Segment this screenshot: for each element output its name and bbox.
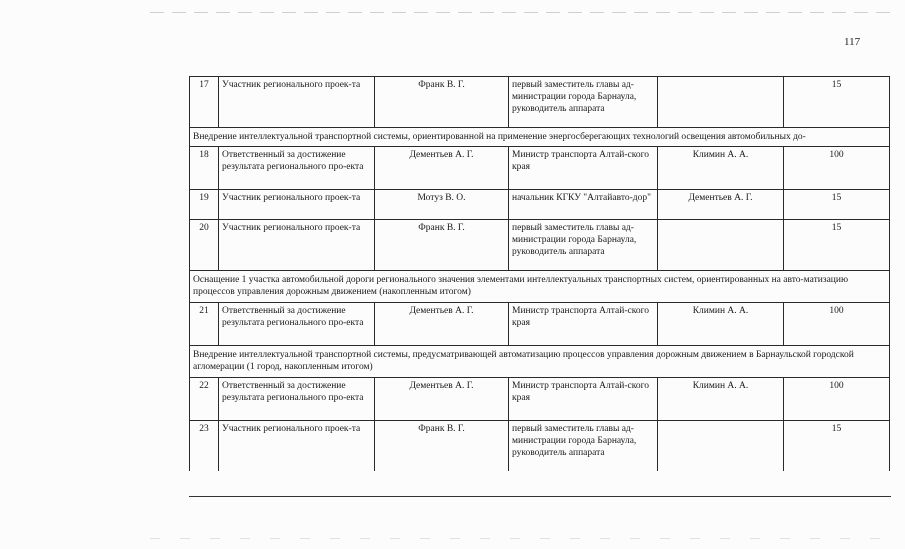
person-cell: Мотуз В. О. [375, 190, 509, 220]
table-row [190, 421, 890, 472]
row-number: 17 [190, 77, 219, 128]
position-cell: начальник КГКУ "Алтайавто-дор" [509, 190, 658, 220]
value-cell: 100 [784, 147, 890, 190]
table-row [190, 378, 890, 421]
bottom-rule [189, 496, 891, 497]
table-row [190, 303, 890, 346]
value-cell: 15 [784, 421, 890, 472]
section-row [190, 271, 890, 303]
position-cell: первый заместитель главы ад-министрации города Барнаула, руководитель аппарата [509, 421, 658, 472]
page-number: 117 [844, 36, 861, 48]
role-cell: Ответственный за достижение результата регионального про-екта [219, 378, 375, 421]
table-row [190, 147, 890, 190]
role-cell: Ответственный за достижение результата регионального про-екта [219, 303, 375, 346]
row-number: 22 [190, 378, 219, 421]
person-cell: Дементьев А. Г. [375, 303, 509, 346]
responsibility-table [189, 76, 890, 471]
person-cell: Франк В. Г. [375, 421, 509, 472]
value-cell: 15 [784, 220, 890, 271]
supervisor-cell: Дементьев А. Г. [658, 190, 784, 220]
row-number: 20 [190, 220, 219, 271]
supervisor-cell: Климин А. А. [658, 147, 784, 190]
section-title: Внедрение интеллектуальной транспортной системы, ориентированной на применение энергосберегающих технологий освещения автомобильных до- [190, 128, 890, 147]
row-number: 19 [190, 190, 219, 220]
person-cell: Дементьев А. Г. [375, 147, 509, 190]
table-row [190, 220, 890, 271]
section-row [190, 346, 890, 378]
role-cell: Участник регионального проек-та [219, 421, 375, 472]
role-cell: Участник регионального проек-та [219, 77, 375, 128]
table-row [190, 77, 890, 128]
section-row [190, 128, 890, 147]
position-cell: Министр транспорта Алтай-ского края [509, 378, 658, 421]
role-cell: Участник регионального проек-та [219, 220, 375, 271]
role-cell: Ответственный за достижение результата регионального про-екта [219, 147, 375, 190]
value-cell: 15 [784, 190, 890, 220]
supervisor-cell [658, 421, 784, 472]
position-cell: первый заместитель главы ад-министрации города Барнаула, руководитель аппарата [509, 220, 658, 271]
value-cell: 100 [784, 378, 890, 421]
role-cell: Участник регионального проек-та [219, 190, 375, 220]
person-cell: Франк В. Г. [375, 220, 509, 271]
value-cell: 100 [784, 303, 890, 346]
section-title: Оснащение 1 участка автомобильной дороги регионального значения элементами интеллектуальных транспортных систем, ориентированных на авто-матизацию процессов управления дорожным движением (накопленным итогом) [190, 271, 890, 303]
supervisor-cell: Климин А. А. [658, 303, 784, 346]
row-number: 21 [190, 303, 219, 346]
position-cell: Министр транспорта Алтай-ского края [509, 303, 658, 346]
position-cell: Министр транспорта Алтай-ского края [509, 147, 658, 190]
person-cell: Дементьев А. Г. [375, 378, 509, 421]
position-cell: первый заместитель главы ад-министрации города Барнаула, руководитель аппарата [509, 77, 658, 128]
scan-artifact-top [150, 12, 890, 13]
row-number: 18 [190, 147, 219, 190]
supervisor-cell: Климин А. А. [658, 378, 784, 421]
person-cell: Франк В. Г. [375, 77, 509, 128]
table-row [190, 190, 890, 220]
value-cell: 15 [784, 77, 890, 128]
scan-artifact-bottom [150, 538, 890, 539]
supervisor-cell [658, 77, 784, 128]
section-title: Внедрение интеллектуальной транспортной системы, предусматривающей автоматизацию процессов управления дорожным движением в Барнаульской городской агломерации (1 город, накопленным итогом) [190, 346, 890, 378]
supervisor-cell [658, 220, 784, 271]
row-number: 23 [190, 421, 219, 472]
